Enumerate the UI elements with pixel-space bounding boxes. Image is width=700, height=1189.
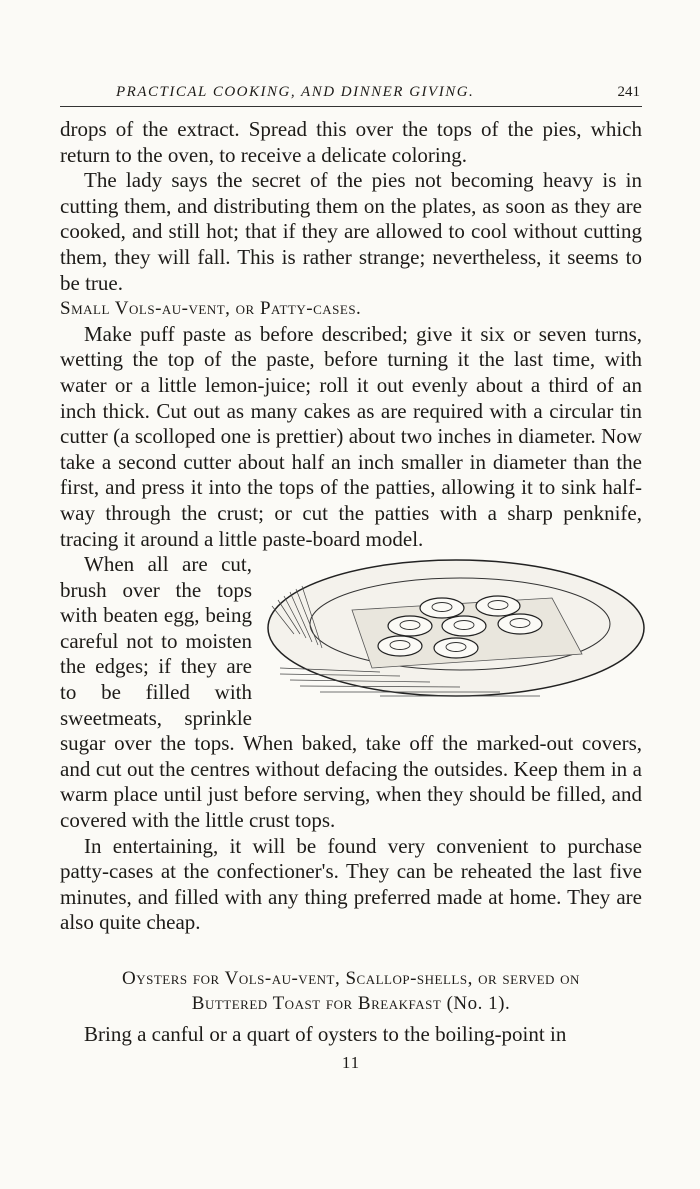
running-title: PRACTICAL COOKING, AND DINNER GIVING. [116, 84, 475, 100]
paragraph-secret-of-pies: The lady says the secret of the pies not becoming heavy is in cutting them, and distributing them on the plates, as soon as they are cooked, and still hot; that if they are allowed to cool without cutting them, they will fall. This is rather strange; nevertheless, it seems to be true. [60, 168, 642, 295]
heading-oysters-line-2 [60, 991, 642, 1016]
signature-mark: 11 [341, 1052, 361, 1072]
heading-oysters-line-2-text: Buttered Toast for Breakfast [191, 993, 442, 1014]
heading-oysters-number: (No. 1). [446, 993, 511, 1014]
patty-cases-plate-illustration [260, 556, 652, 704]
paragraph-puff-paste: Make puff paste as before described; give it six or seven turns, wetting the top of the paste, before turning it the last time, with water or a little lemon-juice; roll it out evenly about a third of an inch thick. Cut out as many cakes as are required with a circular tin cutter (a scolloped one is prettier) about two inches in diameter. Now take a second cutter about half an inch smaller in diameter than the first, and press it into the tops of the patties, allowing it to sink half-way through the crust; or cut the patties with a sharp penknife, tracing it around a little paste-board model. [60, 321, 642, 551]
paragraph-entertaining: In entertaining, it will be found very convenient to purchase patty-cases at the confectioner's. They can be reheated the last five minutes, and filled with any thing preferred made at home. They are also quite cheap. [60, 833, 642, 935]
running-head [60, 80, 642, 107]
page [60, 80, 642, 1075]
heading-small-vols-au-vent: Small Vols-au-vent, or Patty-cases. [60, 298, 362, 320]
page-number: 241 [617, 84, 640, 100]
paragraph-continuation: drops of the extract. Spread this over the tops of the pies, which return to the oven, to receive a delicate coloring. [60, 117, 642, 167]
body-text [60, 117, 642, 1075]
heading-oysters-line-1: Oysters for Vols-au-vent, Scallop-shells, or served on [122, 968, 580, 989]
paragraph-bring-a-canful: Bring a canful or a quart of oysters to the boiling-point in [84, 1022, 567, 1046]
paragraph-when-all-are-cut: When all are cut, brush over the tops with beaten egg, being careful not to moisten the edges; if they are to be filled with sweetmeats, sprinkle sugar over the tops. When baked, take off the marked-out covers, and cut out the centres without defacing the outsides. Keep them in a warm place until just before serving, when they should be filled, and covered with the little crust tops. [60, 552, 642, 833]
heading-oysters [60, 966, 642, 1016]
